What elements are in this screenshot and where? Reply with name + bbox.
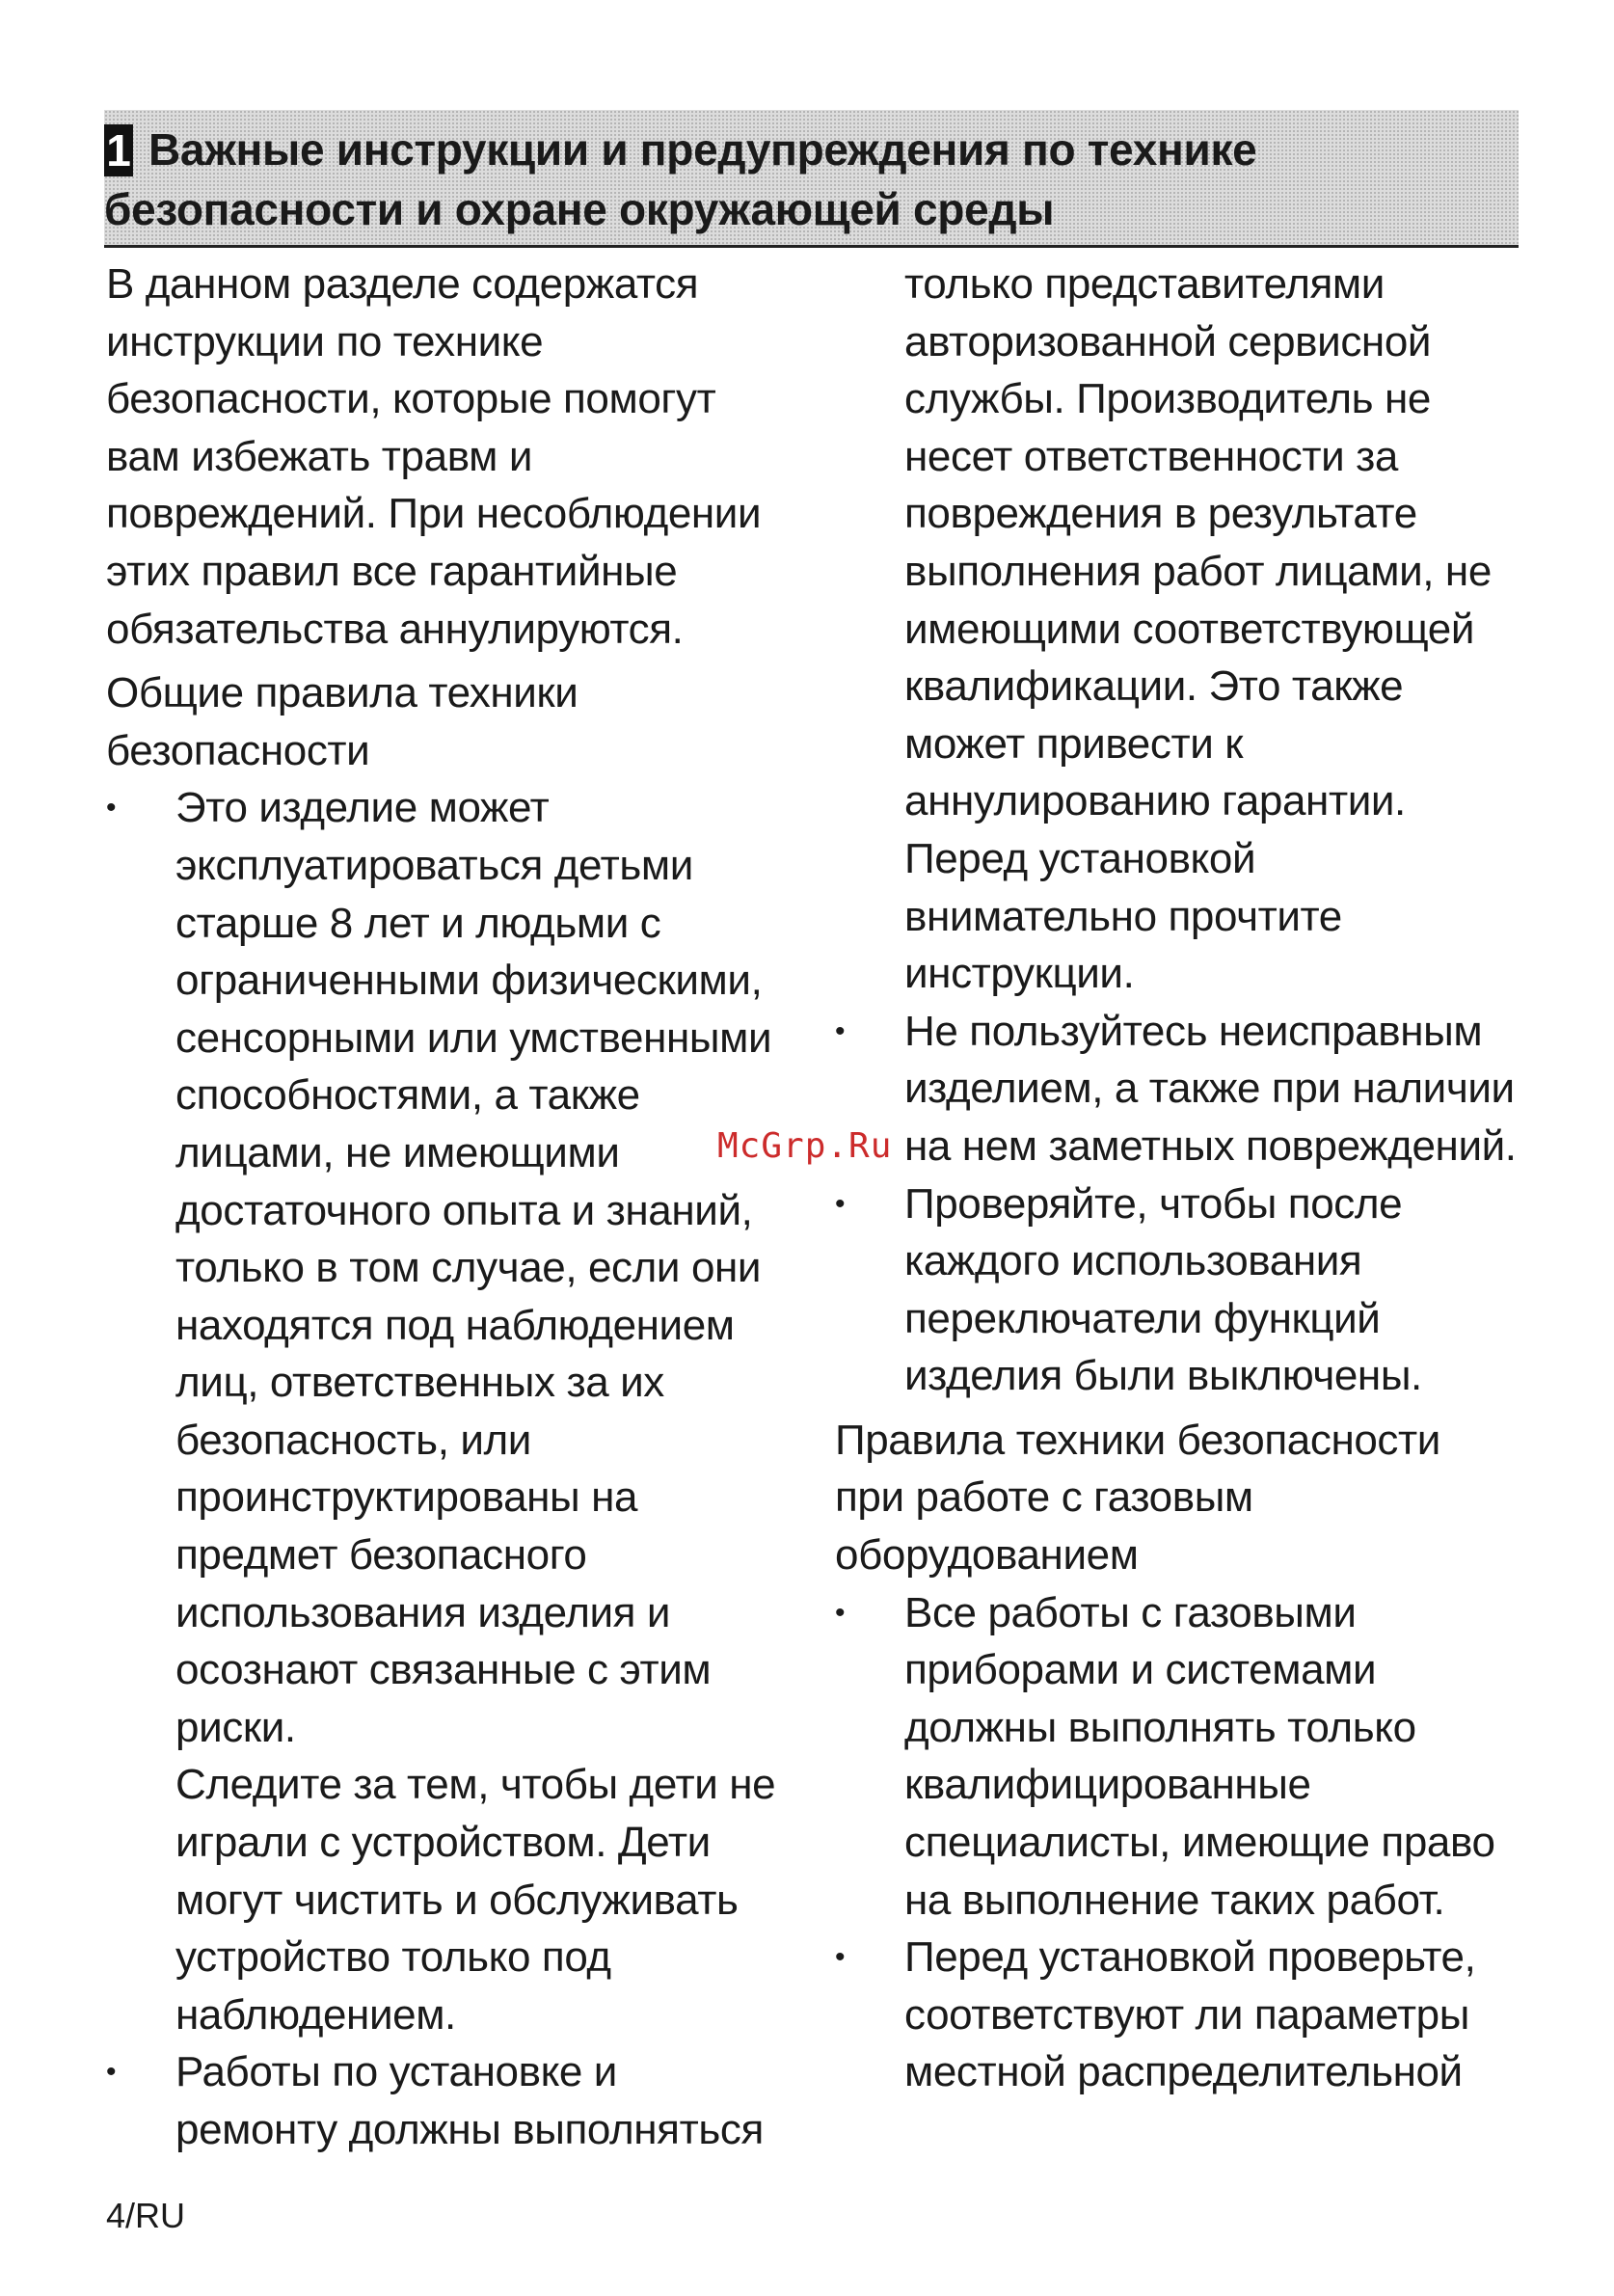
text-line: лиц, ответственных за их [175, 1359, 664, 1407]
bullet-text [904, 1929, 1529, 2101]
text-line: Общие правила техники [106, 669, 578, 717]
text-line: Не пользуйтесь неисправным [904, 1007, 1483, 1055]
text-line: вам избежать травм и [106, 432, 533, 480]
bullet-icon: • [835, 1596, 846, 1629]
text-line: только в том случае, если они [175, 1244, 762, 1292]
right-column [835, 256, 1529, 2101]
text-line: ограниченными физическими, [175, 957, 763, 1005]
text-line: только представителями [904, 260, 1385, 308]
installation-continuation [835, 256, 1529, 1003]
text-line: каждого использования [904, 1237, 1362, 1285]
text-line: Проверяйте, чтобы после [904, 1179, 1403, 1228]
text-line: квалификации. Это также [904, 662, 1404, 711]
bullet-gas-specialists [835, 1584, 1529, 1930]
text-line: использования изделия и [175, 1588, 671, 1636]
text-line: играли с устройством. Дети [175, 1819, 711, 1867]
text-line: Следите за тем, чтобы дети не [175, 1761, 776, 1809]
text-line: ремонту должны выполняться [175, 2106, 764, 2153]
text-line: способностями, а также [175, 1071, 640, 1120]
gas-safety-heading [835, 1412, 1529, 1584]
text-line: проинструктированы на [175, 1473, 638, 1522]
bullet-icon: • [835, 1941, 846, 1974]
text-line: безопасность, или [175, 1416, 531, 1464]
text-line: изделия были выключены. [904, 1352, 1422, 1400]
text-line: приборами и системами [904, 1646, 1377, 1694]
page-number: 4/RU [106, 2196, 186, 2235]
section-title-line1: Важные инструкции и предупреждения по технике [148, 124, 1257, 175]
text-line: внимательно прочтите [904, 892, 1342, 940]
text-line: специалисты, имеющие право [904, 1819, 1495, 1867]
text-line: изделием, а также при наличии [904, 1065, 1515, 1113]
text-line: достаточного опыта и знаний, [175, 1186, 753, 1234]
bullet-check-parameters [835, 1929, 1529, 2101]
text-line: находятся под наблюдением [175, 1301, 735, 1349]
text-line: имеющими соответствующей [904, 605, 1475, 653]
text-line: осознают связанные с этим [175, 1646, 712, 1694]
text-line: Работы по установке и [175, 2048, 617, 2096]
text-line: должны выполнять только [904, 1703, 1416, 1751]
text-line: квалифицированные [904, 1761, 1311, 1809]
text-line: инструкции по технике [106, 317, 544, 365]
text-line: безопасности [106, 726, 370, 774]
text-line: Перед установкой проверьте, [904, 1933, 1476, 1982]
text-line: эксплуатироваться детьми [175, 841, 693, 889]
intro-paragraph [106, 256, 800, 658]
bullet-switch-off [835, 1175, 1529, 1405]
text-line: устройство только под [175, 1933, 611, 1982]
text-line: могут чистить и обслуживать [175, 1876, 739, 1924]
bullet-damaged-product [835, 1003, 1529, 1175]
bullet-text [175, 2043, 800, 2158]
text-line: соответствуют ли параметры [904, 1990, 1469, 2039]
text-line: Это изделие может [175, 784, 550, 832]
text-line: может привести к [904, 719, 1244, 768]
general-safety-heading [106, 664, 800, 779]
text-line: выполнения работ лицами, не [904, 547, 1492, 595]
text-line: В данном разделе содержатся [106, 260, 699, 308]
text-line: на нем заметных повреждений. [904, 1121, 1517, 1170]
bullet-icon: • [835, 1014, 846, 1047]
text-line: оборудованием [835, 1531, 1139, 1580]
text-line: повреждений. При несоблюдении [106, 490, 762, 538]
watermark: McGrp.Ru [717, 1126, 893, 1166]
section-title [104, 120, 1509, 239]
bullet-children-usage [106, 779, 800, 1756]
text-line: несет ответственности за [904, 432, 1398, 480]
text-line: риски. [175, 1703, 296, 1751]
text-line: старше 8 лет и людьми с [175, 899, 661, 947]
text-line: лицами, не имеющими [175, 1128, 620, 1176]
bullet-text [904, 1003, 1529, 1175]
text-line: Правила техники безопасности [835, 1416, 1440, 1464]
section-number: 1 [104, 124, 133, 176]
text-line: наблюдением. [175, 1990, 456, 2039]
text-line: безопасности, которые помогут [106, 375, 716, 423]
section-header [104, 110, 1519, 248]
text-line: повреждения в результате [904, 490, 1417, 538]
text-line: авторизованной сервисной [904, 317, 1432, 365]
text-line: аннулированию гарантии. [904, 777, 1406, 825]
text-line: переключатели функций [904, 1294, 1381, 1342]
bullet-icon: • [106, 792, 117, 824]
text-line: службы. Производитель не [904, 375, 1431, 423]
bullet-children-continuation [106, 1756, 800, 2043]
text-line: местной распределительной [904, 2048, 1463, 2096]
section-title-line2: безопасности и охране окружающей среды [104, 184, 1055, 234]
text-line: сенсорными или умственными [175, 1013, 772, 1062]
bullet-icon: • [835, 1187, 846, 1220]
text-line: Перед установкой [904, 834, 1256, 882]
text-line: при работе с газовым [835, 1473, 1253, 1522]
bullet-text [904, 1175, 1529, 1405]
bullet-installation-repair [106, 2043, 800, 2158]
text-line: Все работы с газовыми [904, 1588, 1357, 1636]
text-line: инструкции. [904, 950, 1135, 998]
text-line: предмет безопасного [175, 1531, 587, 1580]
left-column [106, 256, 800, 2159]
bullet-text [904, 1584, 1529, 1930]
text-line: этих правил все гарантийные [106, 547, 678, 595]
bullet-icon: • [106, 2056, 117, 2089]
text-line: обязательства аннулируются. [106, 605, 684, 653]
bullet-text [175, 779, 800, 1756]
text-line: на выполнение таких работ. [904, 1876, 1445, 1924]
